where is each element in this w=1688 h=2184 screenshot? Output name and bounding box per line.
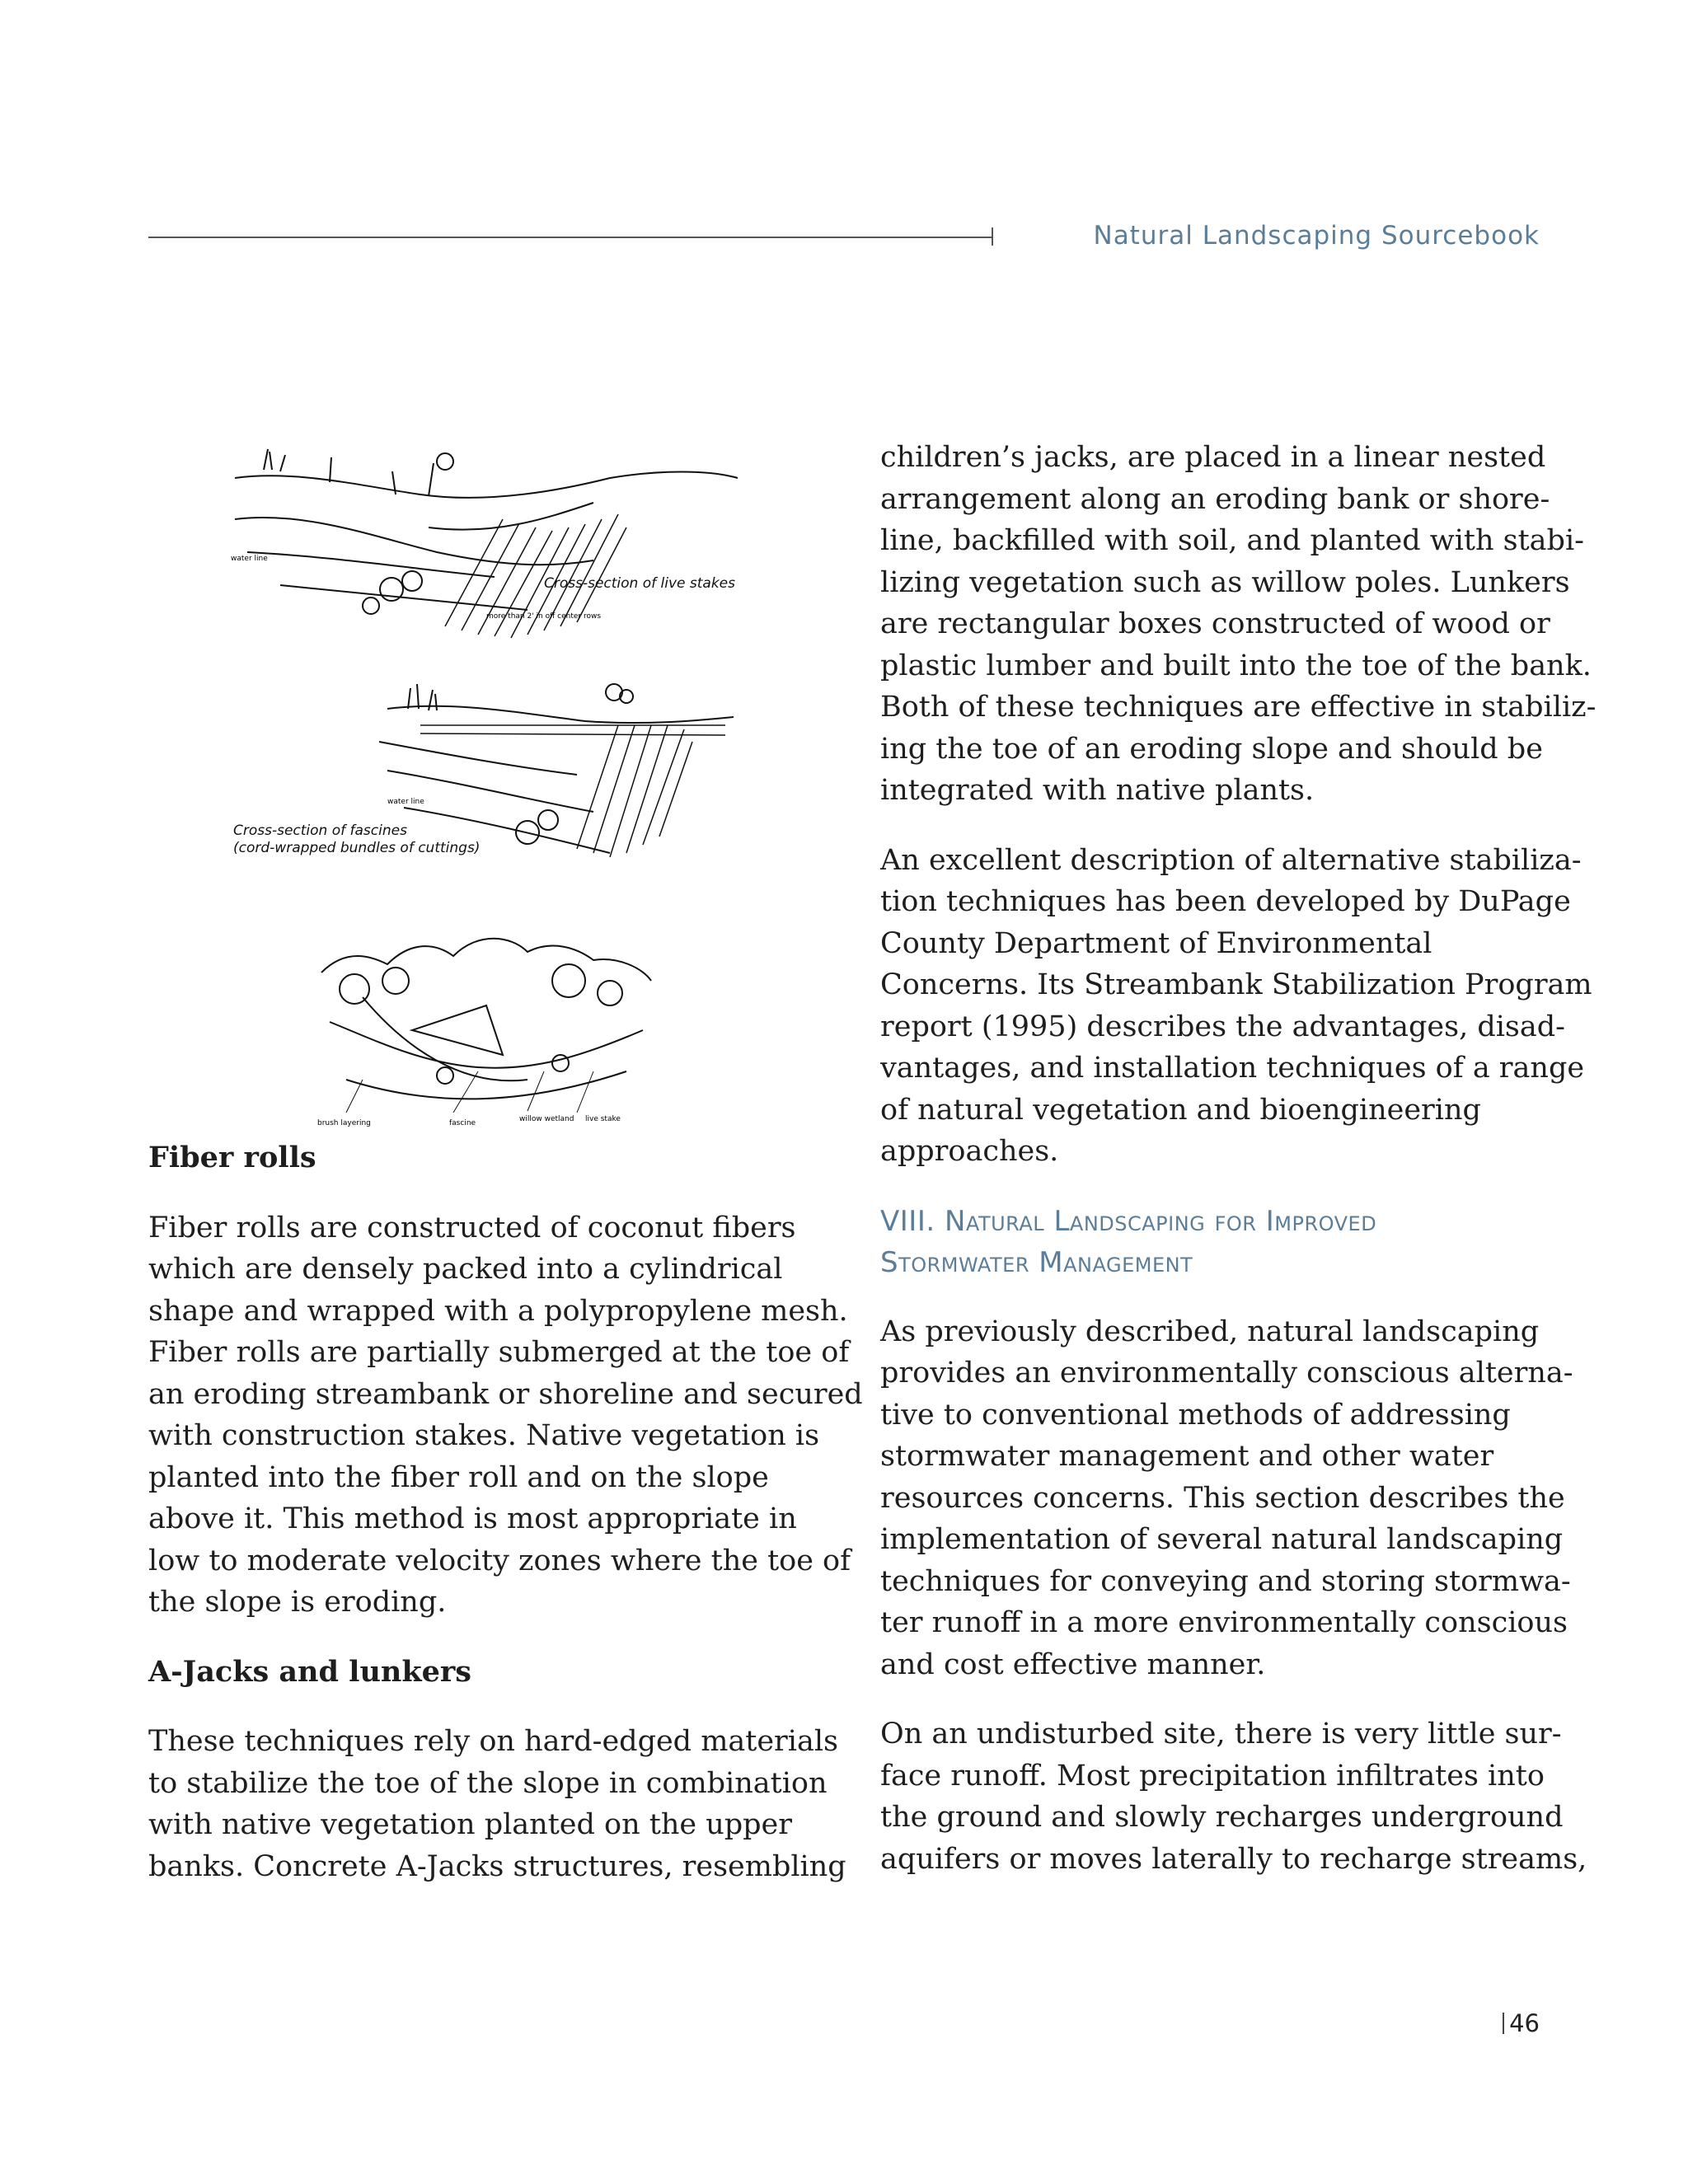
fascine-label: fascine <box>449 1119 476 1127</box>
text-line: Concerns. Its Streambank Stabilization Program <box>880 968 1592 1001</box>
dupage-paragraph <box>880 840 1592 1173</box>
text-line: Both of these techniques are effective in stabiliz- <box>880 691 1597 724</box>
text-line: above it. This method is most appropriate in <box>148 1502 797 1535</box>
text-line: ter runoff in a more environmentally conscious <box>880 1606 1568 1639</box>
text-line: stormwater management and other water <box>880 1440 1494 1473</box>
text-line: implementation of several natural landscaping <box>880 1523 1564 1556</box>
text-line: low to moderate velocity zones where the toe of <box>148 1544 851 1577</box>
text-line: arrangement along an eroding bank or shore- <box>880 482 1550 516</box>
text-line: an eroding streambank or shoreline and secured <box>148 1377 863 1411</box>
ajacks-heading: A-Jacks and lunkers <box>148 1654 472 1689</box>
text-line: report (1995) describes the advantages, disad- <box>880 1010 1565 1043</box>
text-line: Fiber rolls are partially submerged at the toe of <box>148 1336 850 1369</box>
text-line: ing the toe of an eroding slope and should be <box>880 732 1543 766</box>
text-line: line, backfilled with soil, and planted with stabi- <box>880 524 1584 557</box>
text-line: and cost effective manner. <box>880 1647 1266 1681</box>
text-line: tion techniques has been developed by DuPage <box>880 885 1571 918</box>
text-line: with native vegetation planted on the upper <box>148 1808 792 1841</box>
text-line: planted into the fiber roll and on the slope <box>148 1460 769 1494</box>
text-line: which are densely packed into a cylindrical <box>148 1253 783 1286</box>
text-line: County Department of Environmental <box>880 926 1432 960</box>
fascines-caption-line-2: (cord-wrapped bundles of cuttings) <box>233 840 481 856</box>
fiber-rolls-paragraph <box>148 1207 863 1624</box>
undisturbed-site-paragraph <box>880 1713 1587 1880</box>
text-line: An excellent description of alternative stabiliza- <box>880 843 1582 877</box>
section-heading <box>880 1201 1556 1283</box>
text-line: banks. Concrete A-Jacks structures, resembling <box>148 1849 846 1883</box>
text-line: On an undisturbed site, there is very little sur- <box>880 1718 1562 1750</box>
ajacks-continued-paragraph <box>880 437 1597 812</box>
text-line: aquifers or moves laterally to recharge streams, <box>880 1842 1587 1876</box>
text-line: As previously described, natural landscaping <box>880 1315 1540 1348</box>
header-rule <box>148 237 993 238</box>
text-line: lizing vegetation such as willow poles. Lunkers <box>880 565 1570 599</box>
text-line: provides an environmentally conscious alterna- <box>880 1357 1573 1390</box>
text-line: tive to conventional methods of addressing <box>880 1398 1511 1432</box>
text-line: with construction stakes. Native vegetation is <box>148 1419 820 1452</box>
stake-spacing-label: more than 2' in off center rows <box>486 612 602 621</box>
text-line: Fiber rolls are constructed of coconut fibers <box>148 1211 796 1244</box>
water-line-label: water line <box>387 798 424 806</box>
willow-wetland-label: willow wetland <box>519 1115 574 1123</box>
text-line: to stabilize the toe of the slope in combination <box>148 1766 828 1800</box>
text-line: are rectangular boxes constructed of wood or <box>880 607 1550 640</box>
text-line: vantages, and installation techniques of a range <box>880 1052 1585 1085</box>
text-line: shape and wrapped with a polypropylene mesh. <box>148 1294 848 1328</box>
text-line: of natural vegetation and bioengineering <box>880 1093 1481 1127</box>
text-line: face runoff. Most precipitation infiltrates into <box>880 1759 1545 1793</box>
text-line: integrated with native plants. <box>880 774 1315 807</box>
text-line: the slope is eroding. <box>148 1586 447 1619</box>
streambank-vegetation-illustration <box>313 923 659 1137</box>
section-heading-line: Stormwater Management <box>880 1245 1193 1279</box>
live-stakes-illustration <box>231 445 742 651</box>
text-line: resources concerns. This section describes the <box>880 1481 1565 1515</box>
fascines-caption-line-1: Cross-section of fascines <box>233 823 407 839</box>
text-line: techniques for conveying and storing stormwa- <box>880 1564 1571 1598</box>
live-stakes-caption: Cross-section of live stakes <box>544 575 735 592</box>
text-line: These techniques rely on hard-edged materials <box>148 1725 838 1758</box>
text-line: approaches. <box>880 1135 1059 1168</box>
live-stake-label: live stake <box>585 1115 621 1123</box>
page-number: 46 <box>1503 2009 1540 2037</box>
left-column <box>148 1137 863 1915</box>
fiber-rolls-heading: Fiber rolls <box>148 1141 316 1174</box>
ajacks-paragraph <box>148 1721 846 1887</box>
header-rule-tick <box>992 227 993 246</box>
section-heading-line: VIII. Natural Landscaping for Improved <box>880 1204 1377 1238</box>
stormwater-intro-paragraph <box>880 1311 1573 1686</box>
right-column <box>880 437 1597 1908</box>
text-line: plastic lumber and built into the toe of the bank. <box>880 649 1592 682</box>
text-line: children’s jacks, are placed in a linear nested <box>880 441 1546 474</box>
running-header-title: Natural Landscaping Sourcebook <box>1093 221 1540 251</box>
water-line-label: water line <box>231 555 268 563</box>
brush-layering-label: brush layering <box>317 1119 371 1127</box>
text-line: the ground and slowly recharges underground <box>880 1801 1564 1834</box>
